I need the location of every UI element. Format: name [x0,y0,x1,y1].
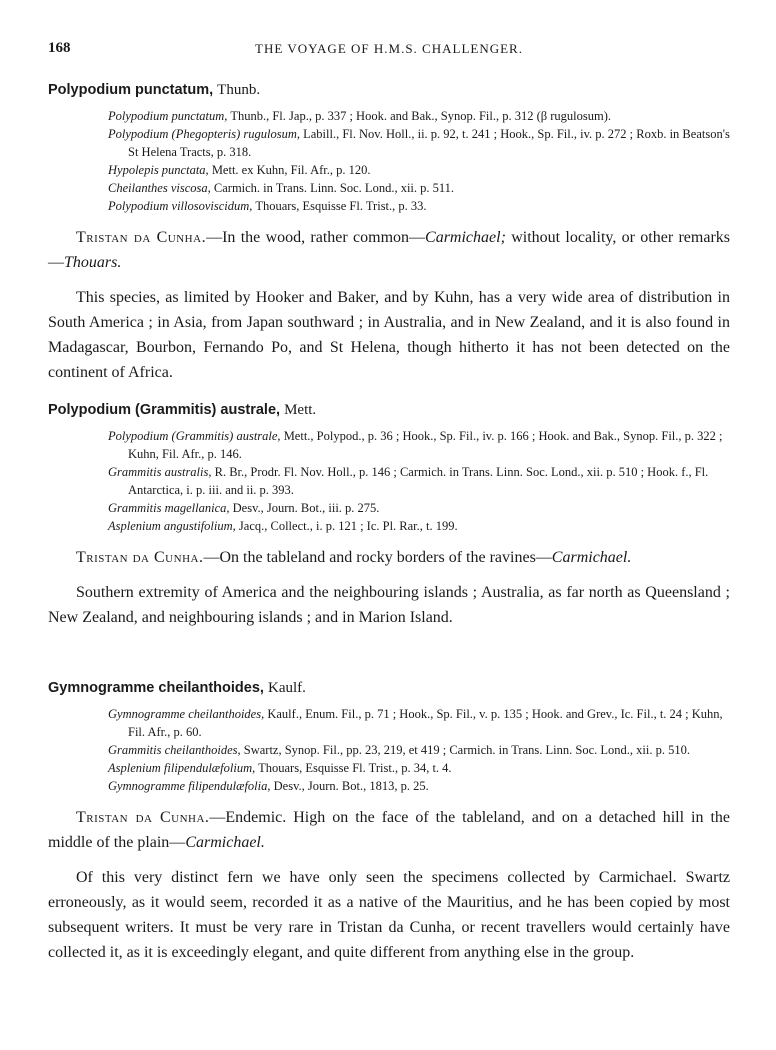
page-header [48,40,730,60]
synonym-line: Asplenium filipendulæfolium, Thouars, Esquisse Fl. Trist., p. 34, t. 4. [108,761,452,775]
locality-note: Tristan da Cunha.—Endemic. High on the face of the tableland, and on a detached hill in the middle of the plain—Carmichael. [48,809,730,851]
synonym-line: Hypolepis punctata, Mett. ex Kuhn, Fil. Afr., p. 120. [108,163,371,177]
synonym-line: Polypodium punctatum, Thunb., Fl. Jap., p. 337 ; Hook. and Bak., Synop. Fil., p. 312 (β rugulosum). [108,109,612,123]
synonym-line: Gymnogramme filipendulæfolia, Desv., Journ. Bot., 1813, p. 25. [108,779,429,793]
species-title [48,82,730,99]
species-author: Kaulf. [267,680,306,696]
synonym-line: Gymnogramme cheilanthoides, Kaulf., Enum. Fil., p. 71 ; Hook., Sp. Fil., v. p. 135 ; Hook. and Grev., Ic. Fil., t. 24 ; Kuhn, Fil. Afr., p. 60. [108,707,723,739]
synonym-line: Cheilanthes viscosa, Carmich. in Trans. Linn. Soc. Lond., xii. p. 511. [108,181,455,195]
synonym-line: Polypodium (Phegopteris) rugulosum, Labill., Fl. Nov. Holl., ii. p. 92, t. 241 ; Hook., Sp. Fil., iv. p. 272 ; Roxb. in Beatson's St Helena Tracts, p. 318. [108,127,730,159]
species-entry [48,680,730,965]
synonym-line: Grammitis cheilanthoides, Swartz, Synop. Fil., pp. 23, 219, et 419 ; Carmich. in Trans. Linn. Soc. Lond., xii. p. 510. [108,743,690,757]
distribution-paragraph: This species, as limited by Hooker and Baker, and by Kuhn, has a very wide area of distribution in South America ; in Asia, from Japan southward ; in Australia, and in New Zealand, and it is also found in Madagascar, Bourbon, Fernando Po, and St Helena, though hitherto it has not been detected on the continent of Africa. [48,289,730,381]
synonym-line: Polypodium (Grammitis) australe, Mett., Polypod., p. 36 ; Hook., Sp. Fil., iv. p. 166 ; Hook. and Bak., Synop. Fil., p. 322 ; Kuhn, Fil. Afr., p. 146. [108,429,723,461]
locality-note: Tristan da Cunha.—In the wood, rather common—Carmichael; without locality, or other remarks—Thouars. [48,229,731,271]
synonym-line: Asplenium angustifolium, Jacq., Collect., i. p. 121 ; Ic. Pl. Rar., t. 199. [108,519,458,533]
synonym-line: Polypodium villosoviscidum, Thouars, Esquisse Fl. Trist., p. 33. [108,199,427,213]
species-entry [48,402,730,630]
synonym-line: Grammitis australis, R. Br., Prodr. Fl. Nov. Holl., p. 146 ; Carmich. in Trans. Linn. Soc. Lond., xii. p. 510 ; Hook. f., Fl. Antarctica, i. p. iii. and ii. p. 393. [108,465,709,497]
species-author: Thunb. [217,82,261,98]
species-name: Polypodium punctatum, [48,82,214,98]
distribution-paragraph: Southern extremity of America and the neighbouring islands ; Australia, as far north as Queensland ; New Zealand, and neighbouring islands ; and in Marion Island. [48,584,730,626]
species-name: Polypodium (Grammitis) australe, [48,402,281,418]
species-name: Gymnogramme cheilanthoides, [48,680,264,696]
species-author: Mett. [284,402,317,418]
species-entry [48,82,730,385]
species-title [48,402,730,419]
page-number: 168 [48,40,71,56]
synonym-line: Grammitis magellanica, Desv., Journ. Bot., iii. p. 275. [108,501,380,515]
distribution-paragraph: Of this very distinct fern we have only seen the specimens collected by Carmichael. Swartz erroneously, as it would seem, recorded it as a native of the Mauritius, and he has been copied by most subsequent writers. It must be very rare in Tristan da Cunha, or recent travellers would certainly have collected it, as it is exceedingly elegant, and quite different from anything else in the group. [48,869,730,961]
species-title [48,680,730,697]
running-head: THE VOYAGE OF H.M.S. CHALLENGER. [255,41,523,56]
locality-note: Tristan da Cunha.—On the tableland and rocky borders of the ravines—Carmichael. [76,549,632,566]
